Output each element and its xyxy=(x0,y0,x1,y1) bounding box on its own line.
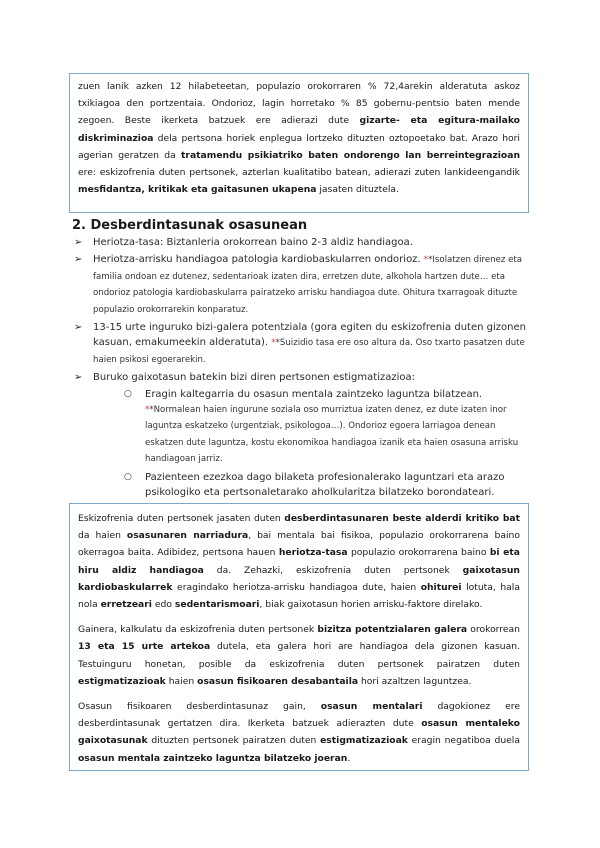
arrow-bullet-icon: ➢ xyxy=(74,322,83,334)
circle-bullet-icon: ○ xyxy=(124,388,132,399)
section-heading xyxy=(72,218,307,233)
intro-text-box xyxy=(69,73,529,213)
footnote: **Isolatzen direnez eta familia ondoan ez dutenez, sedentarioak izaten dira, erretzen dute, alkohola hartzen dute… eta ondorioz patologia kardiobaskularra pairatzeko arrisku handiagoa dute. Ohitura txarragoak dituzte populazio orokorrarekin konparatuz. xyxy=(93,255,523,315)
health-inequality-list xyxy=(72,235,528,503)
sublist-item: ○ Pazienteen ezezkoa dago bilaketa profesionalerako laguntzari eta arazo psikologiko eta pertsonaletarako aholkularitza bilatzeko borondateari. xyxy=(124,471,505,499)
intro-paragraph: zuen lanik azken 12 hilabeteetan, populazio orokorraren % 72,4arekin alderatuta askoz txikiagoa den portzentaia. Ondorioz, lagin horretako % 85 gobernu-pentsio baten mende zegoen. Beste ikerketa batzuek ere adierazi dute gizarte- eta egitura-mailako diskriminazioa dela pertsona horiek enplegua lortzeko dituzten oztopoetako bat. Arazo hori agerian geratzen da tratamendu psikiatriko baten ondorengo lan berreintegrazioan ere: eskizofrenia duten pertsonek, azterlan kualitatibo batean, adierazi zuten lankideengandik mesfidantza, kritikak eta gaitasunen ukapena jasaten dituztela. xyxy=(78,81,520,196)
list-item-stigma: ➢ Buruko gaixotasun batekin bizi diren pertsonen estigmatizazioa: ○ Eragin kaltegarria du osasun mentala zaintzeko laguntza bilatzean. **Normalean haien ingurune soziala oso murriztua izaten denez, ez dute izaten inor laguntza eskatzeko (urgentziak, psikologoa…). Ondorioz egoera larriagoa denean eskatzen dute laguntza, kostu ekonomikoa handiagoa izanik eta haien osasuna arrisku handiagoan jarriz. ○ Pazienteen ezezkoa dago bilaketa profesionalerako laguntzari eta arazo psikologiko eta pertsonaletarako aholkularitza bilatzeko borondateari. xyxy=(72,370,528,500)
summary-paragraph-2: Gainera, kalkulatu da eskizofrenia duten pertsonek bizitza potentzialaren galera orokorrean 13 eta 15 urte artekoa dutela, eta galera hori are handiagoa dela gizonen kasuan. Testuinguru honetan, posible da eskizofrenia duten pertsonek pairatzen duten estigmatizazioak haien osasun fisikoaren desabantaila hori azaltzen laguntzea. xyxy=(78,624,520,687)
circle-bullet-icon: ○ xyxy=(124,471,132,482)
summary-text-box xyxy=(69,503,529,771)
arrow-bullet-icon: ➢ xyxy=(74,254,83,266)
list-item-cardiovascular: ➢ Heriotza-arrisku handiagoa patologia kardiobaskularren ondorioz. **Isolatzen direnez eta familia ondoan ez dutenez, sedentarioak izaten dira, erretzen dute, alkohola hartzen dute… eta ondorioz patologia kardiobaskularra pairatzeko arrisku handiagoa dute. Ohitura txarragoak dituzte populazio orokorrarekin konparatuz. xyxy=(74,254,523,315)
list-item-life-loss: ➢ 13-15 urte inguruko bizi-galera potentziala (gora egiten du eskizofrenia duten gizonen kasuan, emakumeekin alderatuta). **Suizidio tasa ere oso altura da. Oso txarto pasatzen dute haien psikosi egoerarekin. xyxy=(74,322,526,365)
arrow-bullet-icon: ➢ xyxy=(74,372,83,384)
footnote: **Normalean haien ingurune soziala oso murriztua izaten denez, ez dute izaten inor laguntza eskatzeko (urgentziak, psikologoa…). Ondorioz egoera larriagoa denean eskatzen dute laguntza, kostu ekonomikoa handiagoa izanik eta haien osasuna arrisku handiagoan jarriz. xyxy=(145,405,519,465)
summary-paragraph-3: Osasun fisikoaren desberdintasunaz gain, osasun mentalari dagokionez ere desberdintasunak gertatzen dira. Ikerketa batzuek adierazten dute osasun mentaleko gaixotasunak dituzten pertsonek pairatzen duten estigmatizazioak eragin negatiboa duela osasun mentala zaintzeko laguntza bilatzeko joeran. xyxy=(78,701,520,764)
summary-paragraph-1: Eskizofrenia duten pertsonek jasaten duten desberdintasunaren beste alderdi kritiko bat da haien osasunaren narriadura, bai mentala bai fisikoa, populazio orokorrarena baino okerragoa baita. Adibidez, pertsona hauen heriotza-tasa populazio orokorrarena baino bi eta hiru aldiz handiagoa da. Zehazki, eskizofrenia duten pertsonek gaixotasun kardiobaskularrek eragindako heriotza-arrisku handiagoa dute, haien ohiturei lotuta, hala nola erretzeari edo sedentarismoari, biak gaixotasun horien arrisku-faktore direlako. xyxy=(78,513,521,611)
sublist-item: ○ Eragin kaltegarria du osasun mentala zaintzeko laguntza bilatzean. **Normalean haien ingurune soziala oso murriztua izaten denez, ez dute izaten inor laguntza eskatzeko (urgentziak, psikologoa…). Ondorioz egoera larriagoa denean eskatzen dute laguntza, kostu ekonomikoa handiagoa izanik eta haien osasuna arrisku handiagoan jarriz. xyxy=(124,388,519,465)
stigma-sublist xyxy=(93,387,528,501)
footnote: **Suizidio tasa ere oso altura da. Oso txarto pasatzen dute haien psikosi egoerarekin. xyxy=(93,338,525,365)
list-item-mortality: ➢ Heriotza-tasa: Biztanleria orokorrean baino 2-3 aldiz handiagoa. xyxy=(72,235,528,250)
section-title: Desberdintasunak osasunean xyxy=(90,218,308,233)
arrow-bullet-icon: ➢ xyxy=(74,237,83,248)
section-number: 2. xyxy=(72,218,86,233)
